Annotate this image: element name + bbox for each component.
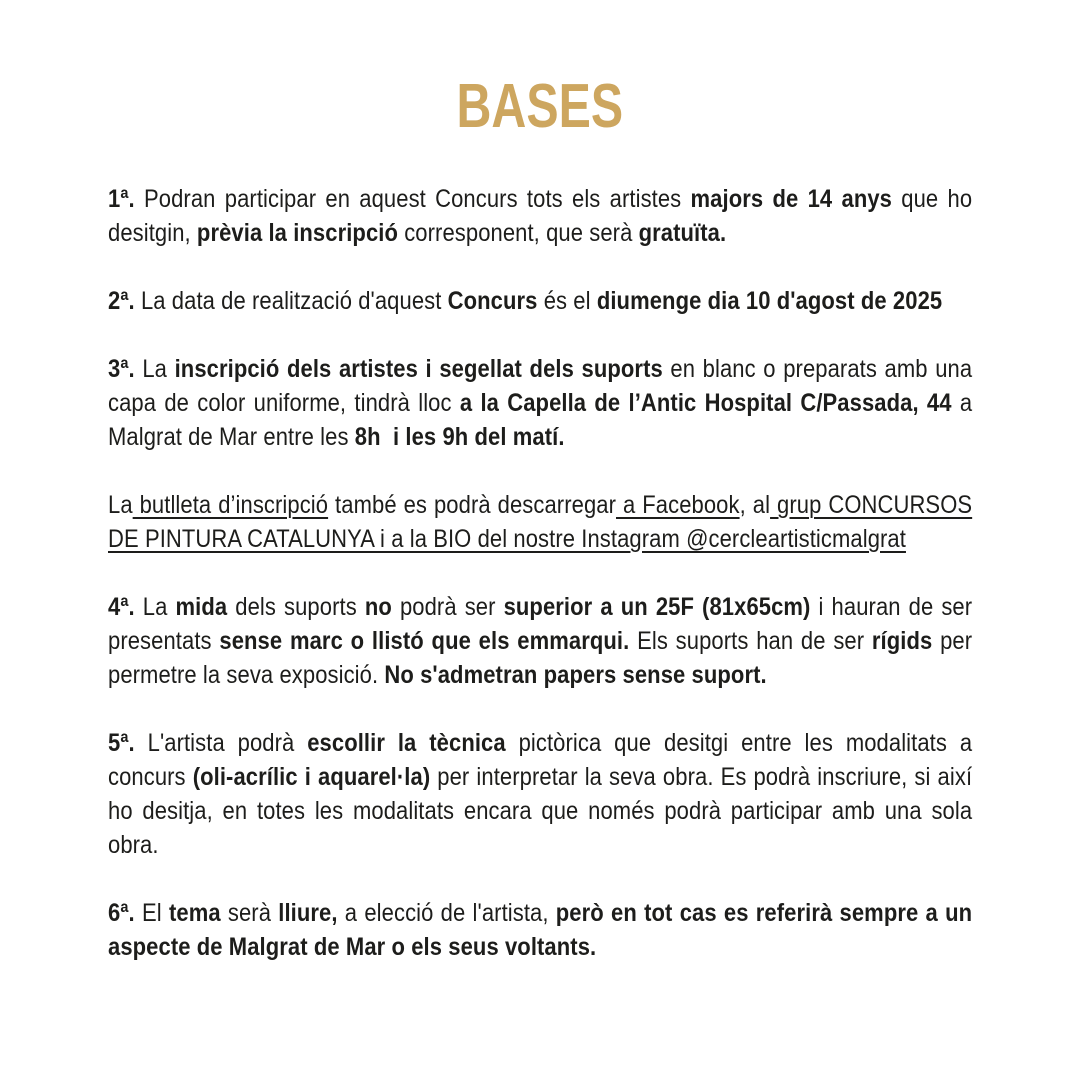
text-segment: 6ª. xyxy=(108,899,135,927)
text-segment: diumenge dia 10 d'agost de 2025 xyxy=(596,287,943,315)
text-segment: serà xyxy=(220,899,279,927)
text-segment: La xyxy=(108,491,133,519)
text-segment: El xyxy=(134,899,169,927)
text-segment: 2ª. xyxy=(108,287,135,315)
rule-1 xyxy=(108,182,972,250)
rules-list xyxy=(108,182,972,964)
text-segment: L'artista podrà xyxy=(134,729,308,757)
text-segment: també es podrà descarregar xyxy=(328,491,617,519)
text-segment: majors de 14 anys xyxy=(690,185,892,213)
text-segment: gratuïta. xyxy=(638,219,727,247)
text-segment: a la Capella de l’Antic Hospital C/Passada, 44 xyxy=(459,389,952,417)
text-segment: a Malgrat de Mar entre les xyxy=(108,389,973,451)
rule-6 xyxy=(108,896,972,964)
text-segment: sense marc o llistó que els emmarqui. xyxy=(219,627,630,655)
text-segment: tema xyxy=(168,899,221,927)
text-segment: lliure, xyxy=(278,899,338,927)
page-title-text: BASES xyxy=(456,72,624,141)
text-segment: prèvia la inscripció xyxy=(196,219,399,247)
text-segment: (oli-acrílic i aquarel·la) xyxy=(192,763,431,791)
rule-3 xyxy=(108,352,972,454)
page-title xyxy=(0,0,1080,141)
text-segment: podrà ser xyxy=(391,593,504,621)
text-segment: , al xyxy=(739,491,771,519)
text-segment: mida xyxy=(175,593,228,621)
text-segment: La xyxy=(134,355,175,383)
text-segment: 5ª. xyxy=(108,729,135,757)
text-segment: No s'admetran papers sense suport. xyxy=(384,661,767,689)
rule-inscription-download xyxy=(108,488,972,556)
text-segment: dels suports xyxy=(227,593,365,621)
text-segment: La xyxy=(134,593,176,621)
text-segment: 4ª. xyxy=(108,593,135,621)
rule-5 xyxy=(108,726,972,862)
text-segment: La data de realització d'aquest xyxy=(134,287,448,315)
text-segment: superior a un 25F (81x65cm) xyxy=(503,593,811,621)
text-segment: 3ª. xyxy=(108,355,135,383)
text-segment: no xyxy=(364,593,392,621)
text-segment: rígids xyxy=(871,627,933,655)
text-segment: i hauran de ser presentats xyxy=(108,593,973,655)
text-segment: escollir la tècnica xyxy=(307,729,506,757)
butlleta-inscripcio-link[interactable]: butlleta d’inscripció xyxy=(132,491,329,519)
text-segment: però en tot cas es referirà sempre a un aspecte de Malgrat de Mar o els seus voltants. xyxy=(108,899,973,961)
text-segment: per permetre la seva exposició. xyxy=(108,627,973,689)
text-segment: a elecció de l'artista, xyxy=(337,899,556,927)
text-segment: en blanc o preparats amb una capa de color uniforme, tindrà lloc xyxy=(108,355,973,417)
rule-2 xyxy=(108,284,972,318)
text-segment: corresponent, que serà xyxy=(398,219,639,247)
text-segment: és el xyxy=(537,287,597,315)
text-segment: Concurs xyxy=(447,287,538,315)
grup-concursos-instagram-link[interactable]: grup CONCURSOS DE PINTURA CATALUNYA i a la BIO del nostre Instagram @cercleartisticmalgrat xyxy=(108,491,973,553)
facebook-link[interactable]: a Facebook xyxy=(616,491,740,519)
text-segment: per interpretar la seva obra. Es podrà inscriure, si així ho desitja, en totes les modalitats encara que només podrà participar amb una sola obra. xyxy=(108,763,973,859)
text-segment: Podran participar en aquest Concurs tots els artistes xyxy=(134,185,691,213)
text-segment: pictòrica que desitgi entre les modalitats a concurs xyxy=(108,729,973,791)
text-segment: que ho desitgin, xyxy=(108,185,973,247)
text-segment: Els suports han de ser xyxy=(629,627,872,655)
text-segment: 1ª. xyxy=(108,185,135,213)
text-segment: 8h i les 9h del matí. xyxy=(354,423,565,451)
text-segment: inscripció dels artistes i segellat dels suports xyxy=(174,355,663,383)
rule-4 xyxy=(108,590,972,692)
